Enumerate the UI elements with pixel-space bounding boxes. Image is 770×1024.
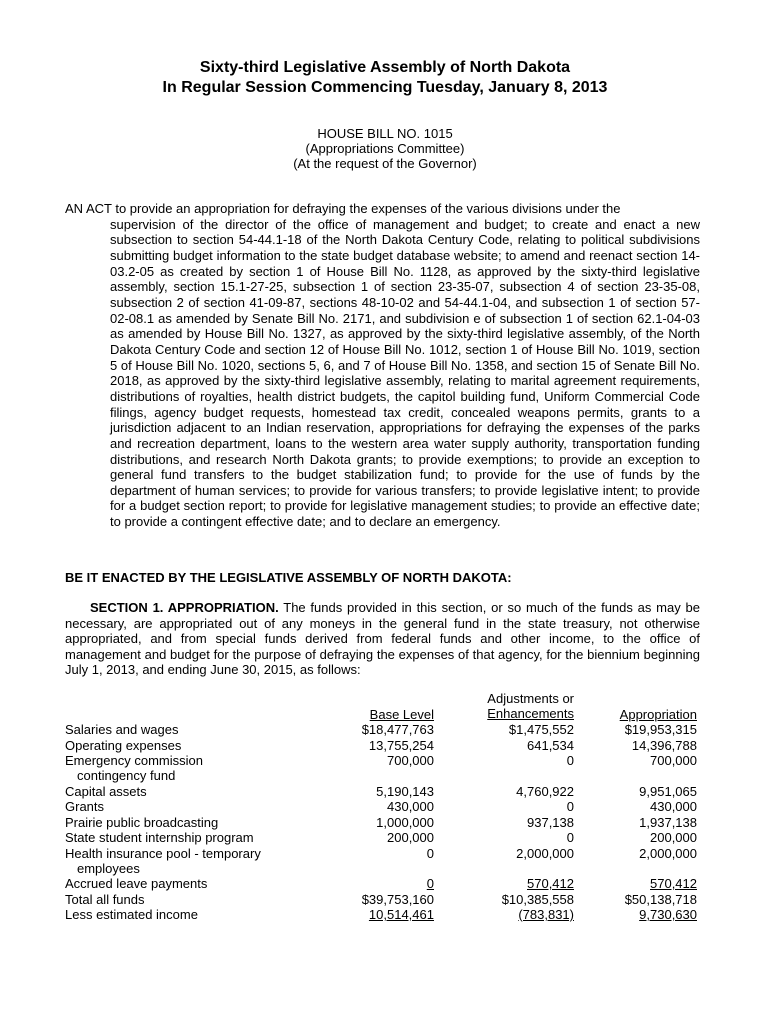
column-header-base-level: Base Level (369, 707, 434, 722)
act-paragraph (65, 201, 700, 530)
table-cell-adjustments: 2,000,000 (516, 846, 574, 861)
table-cell-base: 200,000 (387, 830, 434, 845)
table-cell-base: 5,190,143 (376, 784, 434, 799)
table-cell-adjustments: 4,760,922 (516, 784, 574, 799)
enacting-clause: BE IT ENACTED BY THE LEGISLATIVE ASSEMBLY OF NORTH DAKOTA: (65, 570, 512, 585)
table-cell-adjustments: 641,534 (527, 738, 574, 753)
table-cell-appropriation: 200,000 (650, 830, 697, 845)
table-row-label: Salaries and wages (65, 722, 179, 737)
table-cell-base: 0 (426, 846, 434, 861)
table-cell-adjustments: $10,385,558 (501, 892, 574, 907)
table-cell-base: 13,755,254 (368, 738, 434, 753)
table-cell-adjustments: 0 (566, 753, 574, 768)
table-cell-appropriation: $19,953,315 (624, 722, 697, 737)
table-row-label: Accrued leave payments (65, 876, 208, 891)
table-cell-base: $39,753,160 (361, 892, 434, 907)
table-row-label: Grants (65, 799, 105, 814)
table-cell-base: 1,000,000 (376, 815, 434, 830)
act-first-line: AN ACT to provide an appropriation for defraying the expenses of the various divisions under the (65, 201, 621, 216)
table-cell-base: $18,477,763 (361, 722, 434, 737)
table-row-label: Total all funds (65, 892, 145, 907)
column-header-appropriation: Appropriation (619, 707, 697, 722)
bill-number: HOUSE BILL NO. 1015 (317, 126, 453, 141)
bill-committee: (Appropriations Committee) (305, 141, 465, 156)
table-cell-adjustments: 937,138 (527, 815, 574, 830)
document-title-line-1: Sixty-third Legislative Assembly of North Dakota (199, 59, 571, 76)
table-cell-appropriation: $50,138,718 (624, 892, 697, 907)
table-row-label: Prairie public broadcasting (65, 815, 219, 830)
table-cell-appropriation: 9,951,065 (639, 784, 697, 799)
table-cell-base: 10,514,461 (368, 907, 434, 922)
table-cell-adjustments: $1,475,552 (508, 722, 574, 737)
table-cell-appropriation: 9,730,630 (639, 907, 697, 922)
table-cell-adjustments: 0 (566, 799, 574, 814)
table-cell-adjustments: 0 (566, 830, 574, 845)
table-row-label: Operating expenses (65, 738, 182, 753)
table-cell-adjustments: (783,831) (518, 907, 574, 922)
section-1-paragraph (65, 600, 700, 678)
table-row-label: State student internship program (65, 830, 254, 845)
table-cell-appropriation: 700,000 (650, 753, 697, 768)
column-header-adjustments: Adjustments or Enhancements (487, 691, 574, 721)
table-row-label: Capital assets (65, 784, 147, 799)
document-title-line-2: In Regular Session Commencing Tuesday, January 8, 2013 (162, 79, 608, 96)
table-cell-appropriation: 2,000,000 (639, 846, 697, 861)
table-row-label: Emergency commission contingency fund (65, 753, 203, 783)
table-row-label: Less estimated income (65, 907, 198, 922)
table-row-label: Health insurance pool - temporary employees (65, 846, 261, 876)
table-cell-base: 430,000 (387, 799, 434, 814)
table-cell-adjustments: 570,412 (527, 876, 574, 891)
table-cell-appropriation: 14,396,788 (631, 738, 697, 753)
table-cell-appropriation: 570,412 (650, 876, 697, 891)
table-cell-base: 0 (426, 876, 434, 891)
table-cell-appropriation: 1,937,138 (639, 815, 697, 830)
table-cell-appropriation: 430,000 (650, 799, 697, 814)
section-1-text: The funds provided in this section, or so much of the funds as may be necessary, are appropriated out of any moneys in the general fund in the state treasury, not otherwise appropriated, and from special funds derived from federal funds and other income, to the office of management and budget for the purpose of defraying the expenses of that agency, for the biennium beginning July 1, 2013, and ending June 30, 2015, as follows: (65, 600, 700, 677)
section-1-heading: SECTION 1. APPROPRIATION. (90, 600, 279, 615)
act-body: supervision of the director of the office of management and budget; to create and enact a new subsection to section 54-44.1-18 of the North Dakota Century Code, relating to political subdivisions submitting budget information to the state budget database website; to amend and reenact section 14-03.2-05 as created by section 1 of House Bill No. 1128, as approved by the sixty-third legislative assembly, section 15.1-27-25, subsection 1 of section 23-35-07, subsection 4 of section 23-35-08, subsection 2 of section 41-09-87, sections 48-10-02 and 54-44.1-04, and subsection 1 of section 57-02-08.1 as amended by Senate Bill No. 2171, and subdivision e of subsection 1 of section 62.1-04-03 as amended by House Bill No. 1327, as approved by the sixty-third legislative assembly, of the North Dakota Century Code and section 12 of House Bill No. 1012, section 1 of House Bill No. 1019, section 5 of House Bill No. 1020, sections 5, 6, and 7 of House Bill No. 1358, and section 15 of Senate Bill No. 2018, as approved by the sixty-third legislative assembly, relating to marital agreement requirements, distributions of royalties, health district budgets, the capitol building fund, Uniform Commercial Code filings, agency budget requests, homestead tax credit, concealed weapons permits, grants to a jurisdiction adjacent to an Indian reservation, appropriations for defraying the expenses of the parks and recreation department, loans to the western area water supply authority, transportation funding distributions, and research North Dakota grants; to provide exemptions; to provide an exception to general fund transfers to the budget stabilization fund; to provide for the use of funds by the department of human services; to provide for various transfers; to provide legislative intent; to provide for a budget section report; to provide for legislative management studies; to provide an effective date; to provide a contingent effective date; and to declare an emergency. (110, 216, 700, 530)
bill-request: (At the request of the Governor) (293, 156, 477, 171)
table-cell-base: 700,000 (387, 753, 434, 768)
